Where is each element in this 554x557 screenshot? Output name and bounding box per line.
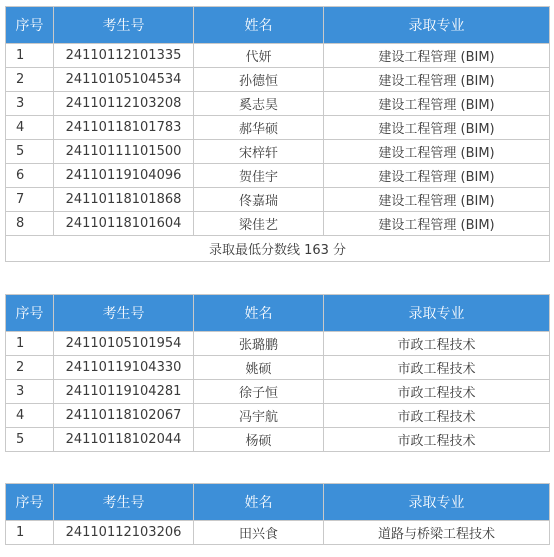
cell-name: 奚志昊 [194,92,324,116]
cell-seq: 1 [6,44,54,68]
header-seq: 序号 [6,484,54,521]
table-row [6,68,550,92]
table-row [6,332,550,356]
table-row [6,164,550,188]
header-name: 姓名 [194,484,324,521]
min-score-line: 录取最低分数线 163 分 [6,236,550,262]
cell-major: 建设工程管理 (BIM) [324,140,550,164]
cell-seq: 1 [6,521,54,545]
cell-major: 建设工程管理 (BIM) [324,212,550,236]
header-seq: 序号 [6,7,54,44]
table-row [6,356,550,380]
table-row [6,521,550,545]
cell-seq: 2 [6,68,54,92]
cell-exam-number: 24110105104534 [54,68,194,92]
cell-seq: 3 [6,92,54,116]
cell-exam-number: 24110118102067 [54,404,194,428]
cell-seq: 3 [6,380,54,404]
cell-major: 市政工程技术 [324,404,550,428]
cell-major: 建设工程管理 (BIM) [324,92,550,116]
cell-major: 市政工程技术 [324,380,550,404]
header-exam-number: 考生号 [54,7,194,44]
cell-name: 宋梓轩 [194,140,324,164]
header-exam-number: 考生号 [54,295,194,332]
cell-exam-number: 24110119104096 [54,164,194,188]
table-row [6,404,550,428]
header-exam-number: 考生号 [54,484,194,521]
cell-name: 杨硕 [194,428,324,452]
cell-seq: 8 [6,212,54,236]
header-seq: 序号 [6,295,54,332]
table-row [6,212,550,236]
header-name: 姓名 [194,295,324,332]
table-row [6,428,550,452]
cell-exam-number: 24110118101604 [54,212,194,236]
table-row [6,116,550,140]
cell-seq: 1 [6,332,54,356]
cell-exam-number: 24110118101783 [54,116,194,140]
table-row [6,44,550,68]
cell-seq: 4 [6,116,54,140]
table-row [6,380,550,404]
cell-exam-number: 24110119104281 [54,380,194,404]
cell-exam-number: 24110119104330 [54,356,194,380]
cell-major: 建设工程管理 (BIM) [324,68,550,92]
cell-major: 市政工程技术 [324,356,550,380]
admission-table-municipal [5,294,549,452]
cell-name: 冯宇航 [194,404,324,428]
cell-name: 代妍 [194,44,324,68]
cell-name: 姚硕 [194,356,324,380]
cell-major: 道路与桥梁工程技术 [324,521,550,545]
cell-major: 建设工程管理 (BIM) [324,44,550,68]
table-header-row [6,484,550,521]
cell-seq: 5 [6,140,54,164]
admission-table-bim [5,6,549,262]
cell-seq: 7 [6,188,54,212]
cell-seq: 5 [6,428,54,452]
cell-name: 郝华硕 [194,116,324,140]
admission-table-road-bridge [5,483,549,545]
table-row [6,188,550,212]
cell-name: 田兴食 [194,521,324,545]
header-major: 录取专业 [324,295,550,332]
cell-major: 市政工程技术 [324,428,550,452]
table-footer-row [6,236,550,262]
cell-seq: 2 [6,356,54,380]
table-row [6,92,550,116]
cell-exam-number: 24110112103206 [54,521,194,545]
header-name: 姓名 [194,7,324,44]
cell-name: 贺佳宇 [194,164,324,188]
cell-name: 张璐鹏 [194,332,324,356]
cell-exam-number: 24110111101500 [54,140,194,164]
table-header-row [6,7,550,44]
cell-major: 市政工程技术 [324,332,550,356]
cell-seq: 6 [6,164,54,188]
cell-exam-number: 24110118101868 [54,188,194,212]
cell-name: 梁佳艺 [194,212,324,236]
header-major: 录取专业 [324,7,550,44]
cell-name: 孙德恒 [194,68,324,92]
header-major: 录取专业 [324,484,550,521]
cell-name: 佟嘉瑞 [194,188,324,212]
cell-exam-number: 24110112103208 [54,92,194,116]
cell-major: 建设工程管理 (BIM) [324,164,550,188]
table-header-row [6,295,550,332]
table-row [6,140,550,164]
cell-major: 建设工程管理 (BIM) [324,188,550,212]
cell-name: 徐子恒 [194,380,324,404]
cell-seq: 4 [6,404,54,428]
cell-exam-number: 24110112101335 [54,44,194,68]
cell-exam-number: 24110105101954 [54,332,194,356]
cell-major: 建设工程管理 (BIM) [324,116,550,140]
cell-exam-number: 24110118102044 [54,428,194,452]
